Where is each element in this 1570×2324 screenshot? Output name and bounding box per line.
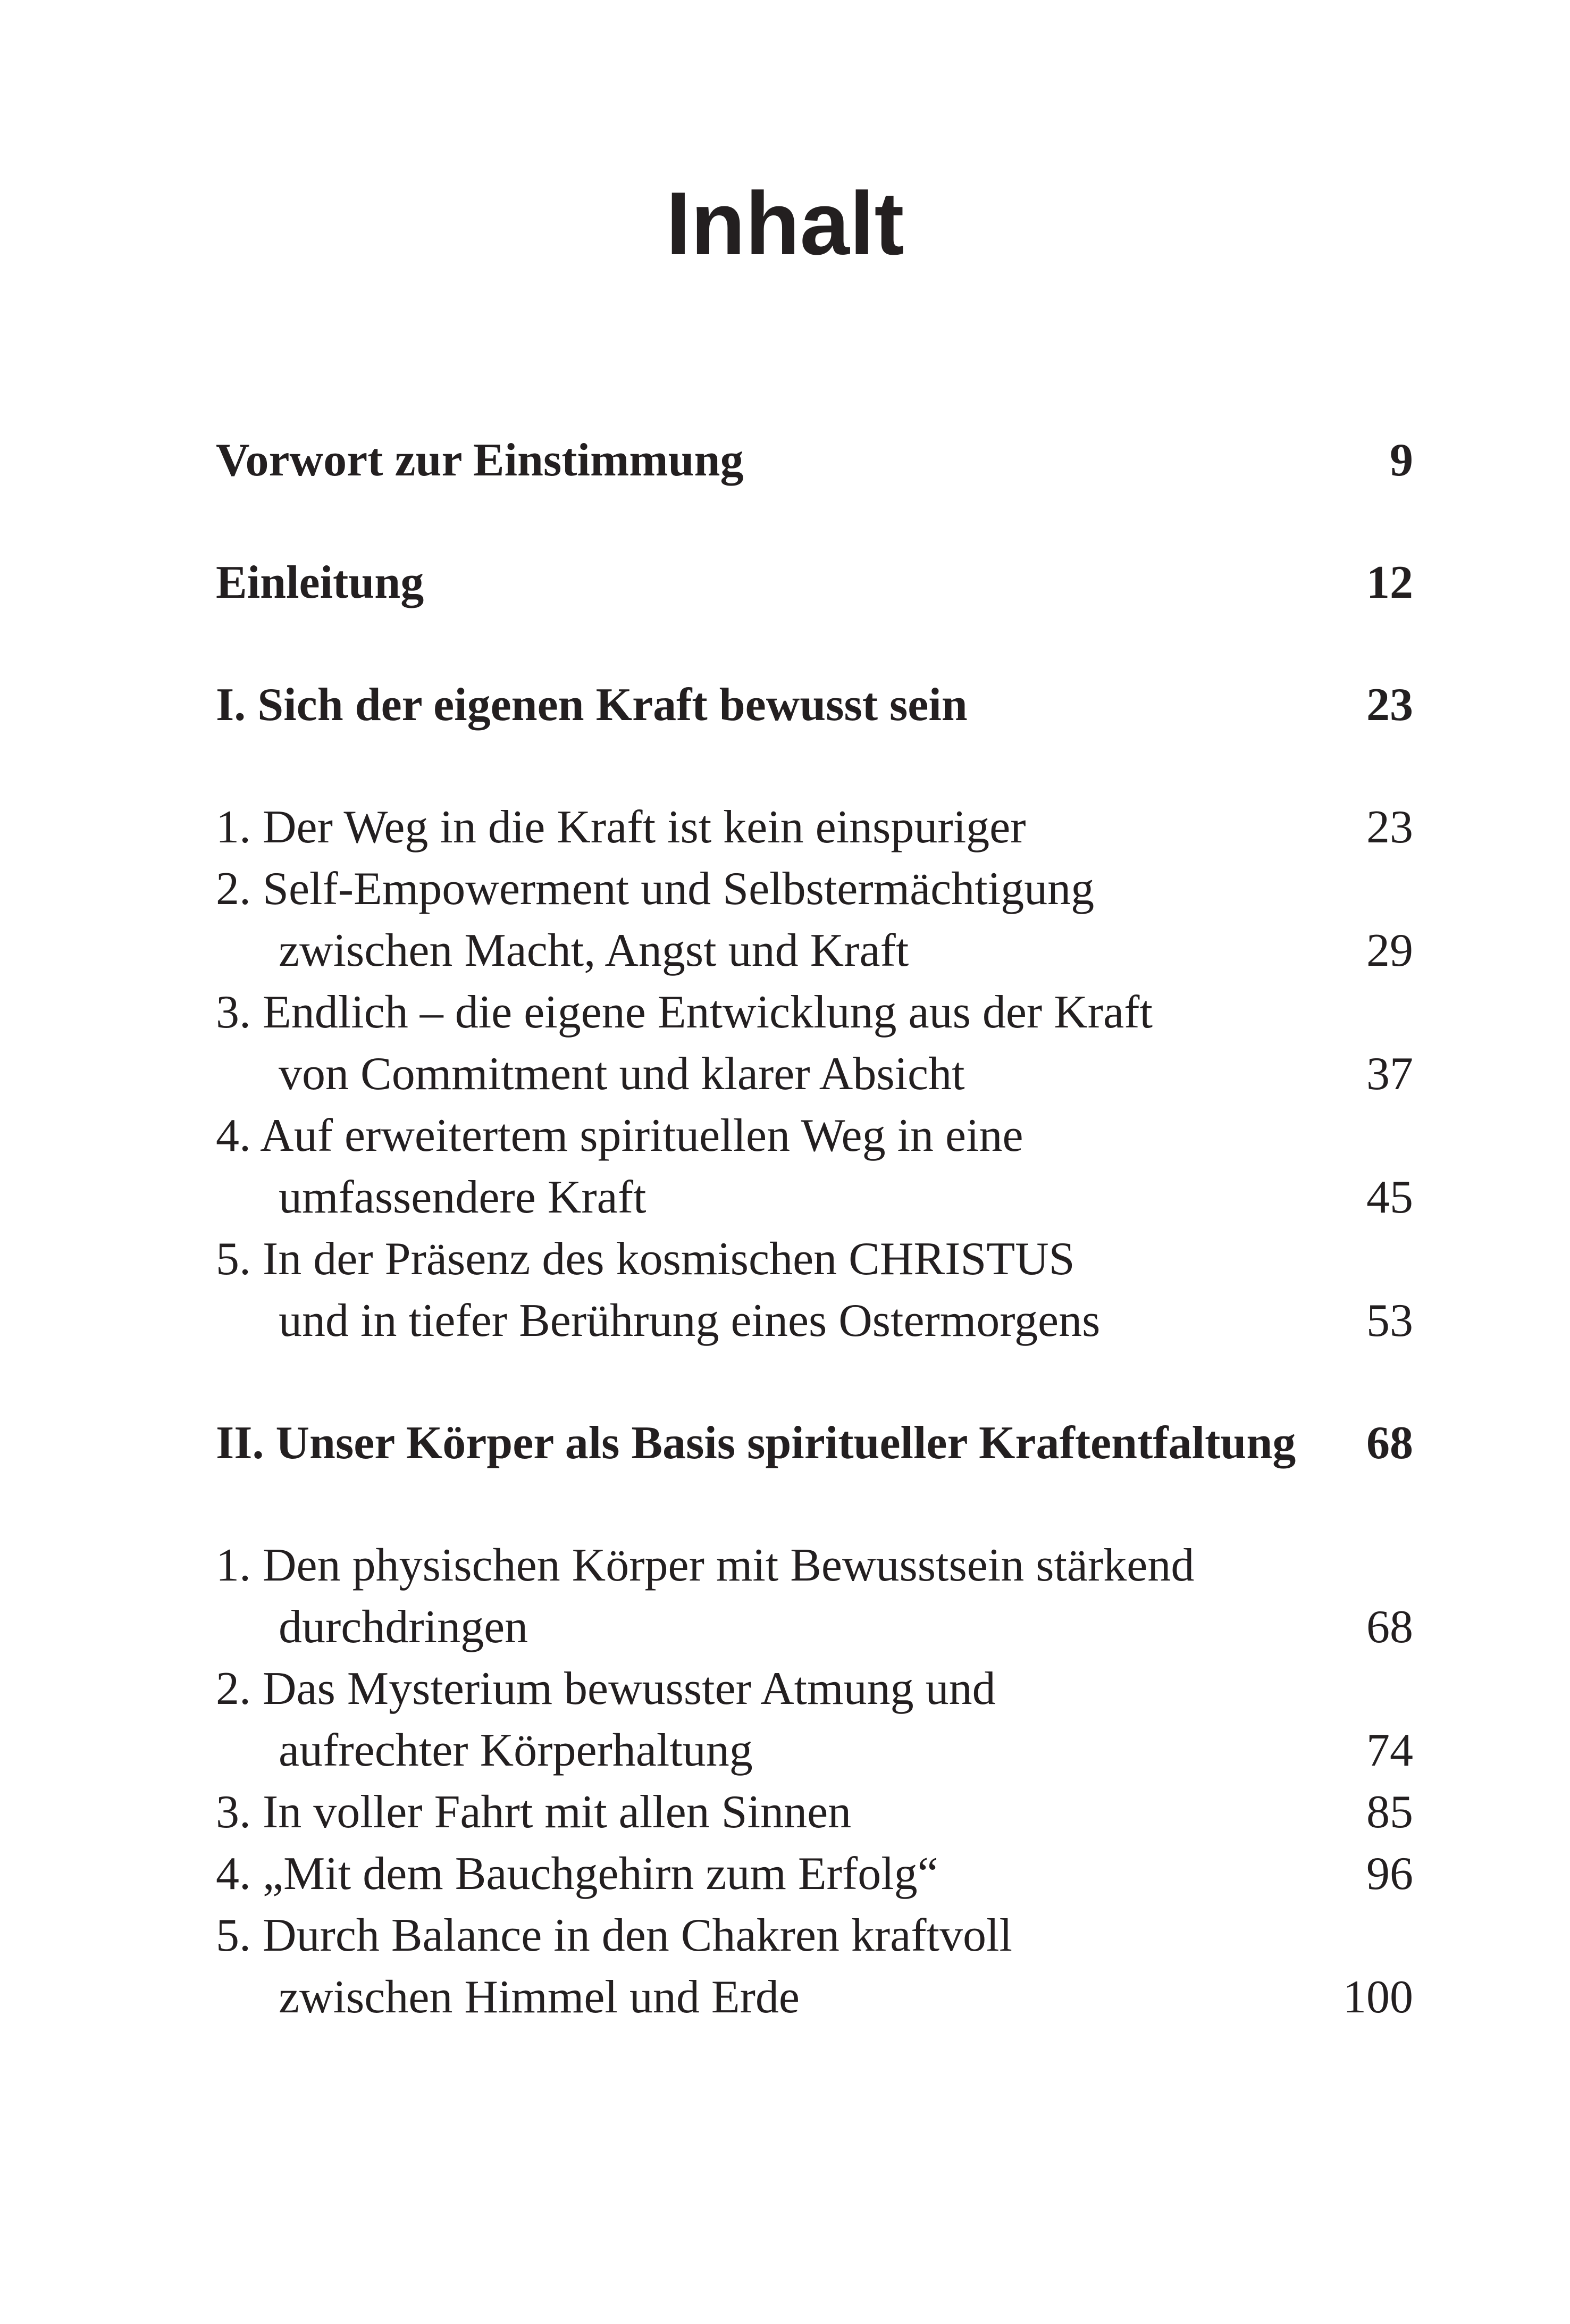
toc-entry-subtitle: aufrechter Körperhaltung: [279, 1725, 753, 1776]
toc-entry-subtitle: durchdringen: [279, 1601, 528, 1653]
toc-entry-title: 2. Self-Empowerment und Selbstermächtigung: [216, 863, 1095, 915]
toc-section-vorwort: [216, 430, 1413, 491]
toc-entry-title: 3. In voller Fahrt mit allen Sinnen: [216, 1786, 852, 1838]
toc-page-number: 74: [1366, 1725, 1413, 1776]
toc-entry: [216, 797, 1413, 858]
toc-page-number: 68: [1366, 1417, 1413, 1469]
page-title: Inhalt: [666, 173, 904, 273]
toc-page-number: 29: [1366, 925, 1413, 976]
toc-entry: [216, 858, 1413, 982]
toc-entry-title: 5. Durch Balance in den Chakren kraftvoll: [216, 1910, 1012, 1961]
toc-section-label: Einleitung: [216, 557, 424, 608]
toc-page-number: 45: [1366, 1172, 1413, 1223]
toc-page-number: 37: [1366, 1048, 1413, 1100]
toc-page-number: 96: [1366, 1848, 1413, 1900]
toc-part-1-entries: [216, 797, 1413, 1352]
toc-entry: [216, 1905, 1413, 2028]
toc-page-number: 9: [1390, 434, 1413, 486]
toc-entry-subtitle: umfassendere Kraft: [279, 1172, 647, 1223]
toc-page-number: 12: [1366, 557, 1413, 608]
toc-page-number: 23: [1366, 801, 1413, 853]
toc-entry-title: 5. In der Präsenz des kosmischen CHRISTUS: [216, 1233, 1075, 1285]
toc-entry-title: 4. Auf erweitertem spirituellen Weg in eine: [216, 1110, 1023, 1161]
toc-entry: [216, 1105, 1413, 1228]
toc-page-number: 23: [1366, 679, 1413, 731]
toc-entry: [216, 1843, 1413, 1905]
toc-entry-subtitle: zwischen Himmel und Erde: [279, 1971, 800, 2023]
toc-page-number: 100: [1343, 1971, 1413, 2023]
toc-entry-title: 3. Endlich – die eigene Entwicklung aus der Kraft: [216, 987, 1153, 1038]
toc-entry-title: 2. Das Mysterium bewusster Atmung und: [216, 1663, 996, 1715]
toc-section-label: Vorwort zur Einstimmung: [216, 434, 744, 486]
toc-page-number: 85: [1366, 1786, 1413, 1838]
toc-entry: [216, 1782, 1413, 1843]
toc-entry-title: 1. Der Weg in die Kraft ist kein einspuriger: [216, 801, 1026, 853]
toc-section-part-1: [216, 674, 1413, 736]
toc-entry: [216, 1658, 1413, 1782]
toc-entry-subtitle: zwischen Macht, Angst und Kraft: [279, 925, 909, 976]
table-of-contents: [216, 430, 1413, 2089]
toc-part-2-entries: [216, 1535, 1413, 2028]
toc-section-part-2: [216, 1412, 1413, 1474]
toc-section-einleitung: [216, 552, 1413, 614]
toc-entry-title: 4. „Mit dem Bauchgehirn zum Erfolg“: [216, 1848, 938, 1900]
toc-entry-subtitle: von Commitment und klarer Absicht: [279, 1048, 965, 1100]
toc-entry: [216, 982, 1413, 1105]
toc-page-number: 53: [1366, 1295, 1413, 1347]
toc-entry-subtitle: und in tiefer Berührung eines Ostermorgens: [279, 1295, 1101, 1347]
toc-page-number: 68: [1366, 1601, 1413, 1653]
toc-section-label: II. Unser Körper als Basis spiritueller Kraftentfaltung: [216, 1417, 1296, 1469]
toc-entry: [216, 1228, 1413, 1352]
toc-entry: [216, 1535, 1413, 1658]
toc-section-label: I. Sich der eigenen Kraft bewusst sein: [216, 679, 968, 731]
toc-entry-title: 1. Den physischen Körper mit Bewusstsein stärkend: [216, 1540, 1195, 1591]
